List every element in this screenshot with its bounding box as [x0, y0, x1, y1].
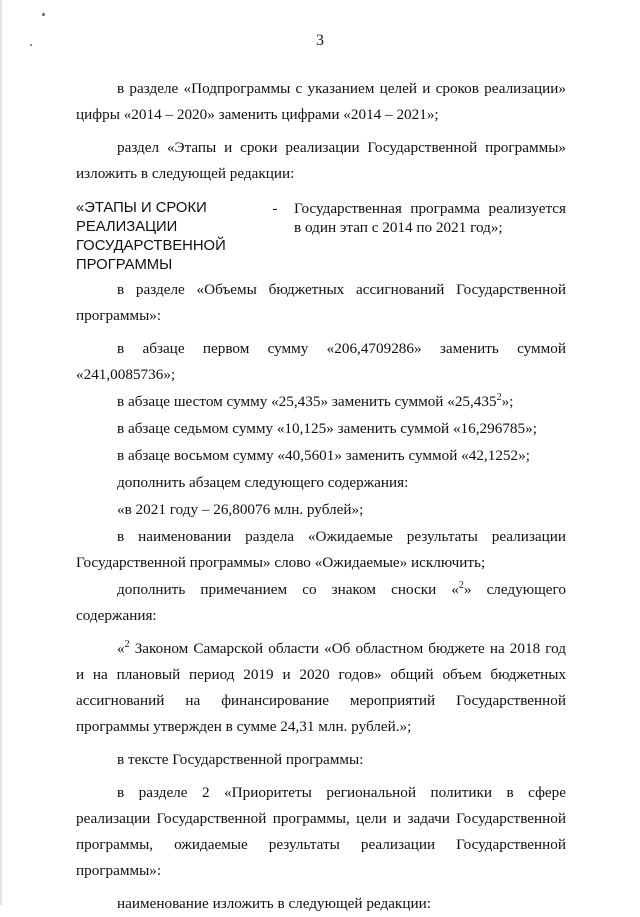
paragraph: в разделе «Подпрограммы с указанием целей и сроков реализации» цифры «2014 – 2020» заменить цифрами «2014 – 2021»; [76, 80, 566, 123]
stages-dash: - [272, 200, 278, 217]
paragraph: в наименовании раздела «Ожидаемые результаты реализации Государственной программы» слово «Ожидаемые» исключить; [76, 528, 566, 571]
paragraph: в абзаце восьмом сумму «40,5601» заменить суммой «42,1252»; [117, 447, 530, 464]
paragraph [76, 577, 566, 629]
stages-text: Государственная программа реализуется в один этап с 2014 по 2021 год»; [294, 200, 566, 236]
footnote-paragraph [76, 636, 566, 740]
scan-edge [0, 0, 3, 905]
document-body [76, 76, 566, 917]
paragraph: «в 2021 году – 26,80076 млн. рублей»; [117, 501, 364, 518]
paragraph: дополнить абзацем следующего содержания: [117, 474, 409, 491]
stages-block [76, 199, 566, 275]
footnote-mark: 2 [458, 580, 464, 591]
paragraph: в тексте Государственной программы: [117, 751, 364, 768]
paragraph: в разделе «Объемы бюджетных ассигнований Государственной программы»: [76, 281, 566, 324]
page-number: 3 [316, 32, 324, 49]
paragraph: наименование изложить в следующей редакции: [117, 895, 431, 912]
paragraph-text: дополнить примечанием со знаком сноски « [117, 581, 459, 598]
paragraph-text: Законом Самарской области «Об областном бюджете на 2018 год и на плановый период 2019 и 2020 годов» общий объем бюджетных ассигнований на финансирование мероприятий Государственной программы утвержден в сумме 24,31 млн. рублей.»; [76, 640, 566, 735]
footnote-mark: 2 [496, 392, 502, 403]
footnote-mark: 2 [124, 639, 130, 650]
stages-label: «ЭТАПЫ И СРОКИ РЕАЛИЗАЦИИ ГОСУДАРСТВЕННОЙ ПРОГРАММЫ [76, 200, 226, 273]
paragraph: в абзаце первом сумму «206,4709286» заменить суммой «241,0085736»; [76, 340, 566, 383]
paragraph: в разделе 2 «Приоритеты региональной политики в сфере реализации Государственной программы, цели и задачи Государственной программы, ожидаемые результаты реализации Государственной программы»: [76, 784, 566, 879]
paragraph-text: »; [501, 393, 514, 410]
paragraph [76, 389, 566, 415]
paragraph: в абзаце седьмом сумму «10,125» заменить суммой «16,296785»; [117, 420, 537, 437]
paragraph: раздел «Этапы и сроки реализации Государственной программы» изложить в следующей редакции: [76, 139, 566, 182]
paragraph-text: » следующего содержания: [76, 581, 566, 624]
scan-speck [42, 13, 45, 16]
paragraph-text: в абзаце шестом сумму «25,435» заменить суммой «25,435 [117, 393, 497, 410]
paragraph-text: « [117, 640, 125, 657]
